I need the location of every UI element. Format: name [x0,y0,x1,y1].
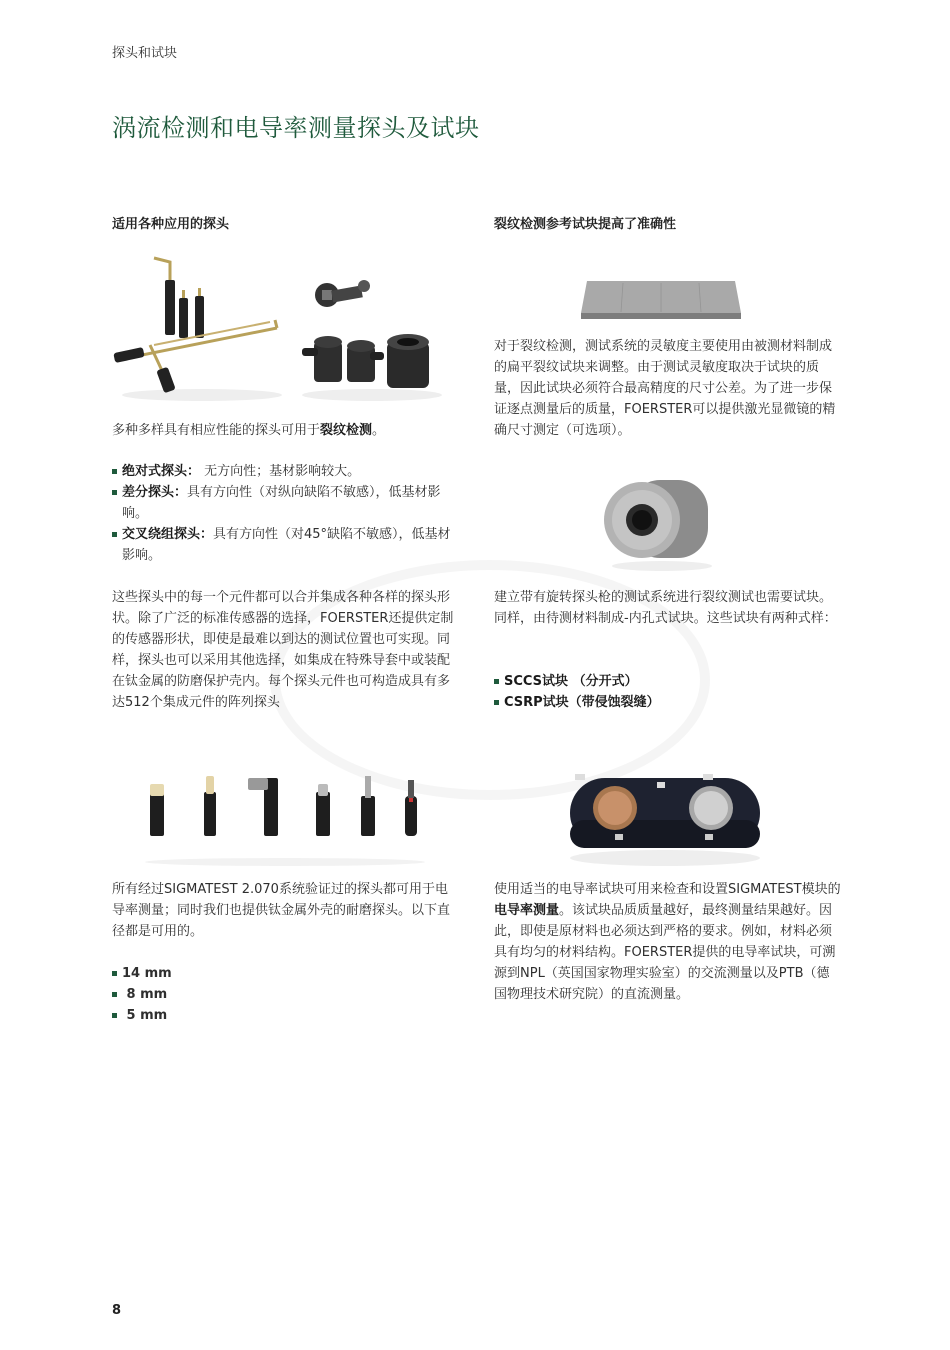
list-item: 14 mm [112,963,460,984]
conductivity-probes-image [140,770,430,870]
borehole-block-image [600,470,720,575]
list-item: SCCS试块 （分开式） [494,671,842,692]
list-item: 8 mm [112,984,460,1005]
conductivity-standard-image [565,768,765,868]
rotary-probe-paragraph: 建立带有旋转探头枪的测试系统进行裂纹测试也需要试块。同样，由待测材料制成-内孔式试块。这些试块有两种式样： [494,590,837,626]
probe-type-list [112,461,460,566]
probes-intro: 多种多样具有相应性能的探头可用于裂纹检测。 [112,423,386,438]
page-title: 涡流检测和电导率测量探头及试块 [112,114,480,142]
list-item: 绝对式探头： 无方向性；基材影响较大。 [112,461,460,482]
probe-elements-paragraph: 这些探头中的每一个元件都可以合并集成各种各样的探头形状。除了广泛的标准传感器的选择，FOERSTER还提供定制的传感器形状，即使是最难以到达的测试位置也可实现。同样，探头也可以采用其他选择，如集成在特殊导套中或装配在钛金属的防磨保护壳内。每个探头元件也可构造成具有多达512个集成元件的阵列探头 [112,590,454,710]
sigmatest-paragraph: 所有经过SIGMATEST 2.070系统验证过的探头都可用于电导率测量；同时我们也提供钛金属外壳的耐磨探头。以下直径都是可用的。 [112,882,451,939]
list-item: 5 mm [112,1005,460,1026]
block-type-list [494,671,842,713]
encircling-probes-image [292,270,442,405]
left-heading: 适用各种应用的探头 [112,217,230,232]
flat-crack-block-image [575,275,745,325]
list-item: 差分探头：具有方向性（对纵向缺陷不敏感），低基材影响。 [112,482,460,524]
list-item: CSRP试块（带侵蚀裂缝） [494,692,842,713]
list-item: 交叉绕组探头：具有方向性（对45°缺陷不敏感），低基材影响。 [112,524,460,566]
conductivity-paragraph: 使用适当的电导率试块可用来检查和设置SIGMATEST模块的电导率测量。该试块品质质量越好，最终测量结果越好。因此，即使是原材料也必须达到严格的要求。例如，材料必须具有均匀的材料结构。FOERSTER提供的电导率试块，可溯源到NPL（英国国家物理实验室）的交流测量以及PTB（德国物理技术研究院）的直流测量。 [494,882,841,1002]
right-heading: 裂纹检测参考试块提高了准确性 [494,217,677,232]
pencil-probes-image [112,250,287,405]
section-label: 探头和试块 [112,46,178,61]
crack-block-paragraph: 对于裂纹检测，测试系统的灵敏度主要使用由被测材料制成的扁平裂纹试块来调整。由于测试灵敏度取决于试块的质量，因此试块必须符合最高精度的尺寸公差。为了进一步保证逐点测量后的质量，FOERSTER可以提供激光显微镜的精确尺寸测定（可选项）。 [494,339,836,438]
diameter-list [112,963,460,1026]
page-number: 8 [112,1303,122,1318]
